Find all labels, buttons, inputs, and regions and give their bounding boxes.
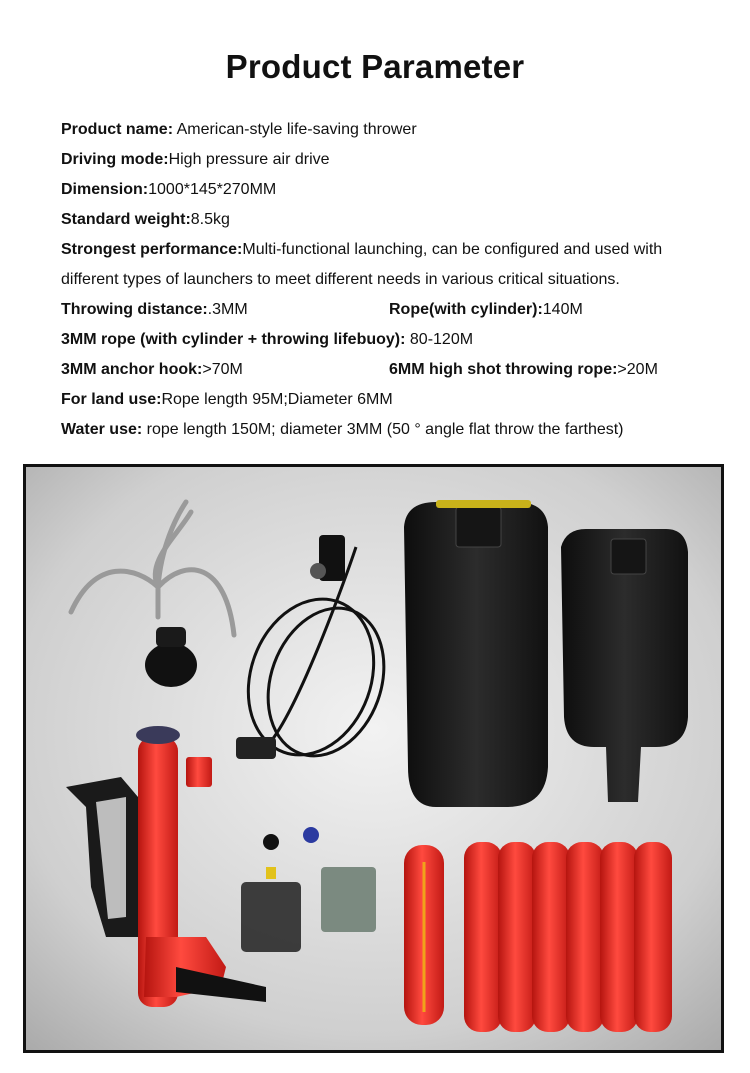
param-anchor-hook (61, 358, 721, 388)
param-label: Rope(with cylinder): (389, 301, 543, 318)
param-performance-continued (61, 268, 721, 298)
small-part (263, 834, 279, 850)
param-value: 80-120M (405, 331, 474, 348)
param-value: rope length 150M; diameter 3MM (50 ° angle flat throw the farthest) (142, 421, 624, 438)
yellow-part (266, 867, 276, 879)
param-label: For land use: (61, 391, 162, 408)
param-strongest-performance (61, 238, 721, 268)
small-case-latch (611, 539, 646, 574)
param-value: Multi-functional launching, can be configured and used with (242, 241, 663, 258)
param-product-name (61, 118, 721, 148)
param-label: Product name: (61, 121, 174, 138)
param-label: Driving mode: (61, 151, 169, 168)
param-rope-with-cylinder (389, 298, 583, 322)
param-standard-weight (61, 208, 721, 238)
page-title: Product Parameter (225, 48, 525, 85)
param-water-use (61, 418, 721, 448)
pressure-gauge (310, 563, 326, 579)
param-value: >70M (202, 361, 243, 378)
param-value: >20M (617, 361, 658, 378)
param-label: Water use: (61, 421, 143, 438)
param-value: High pressure air drive (168, 151, 330, 168)
param-label: Standard weight: (61, 211, 191, 228)
cartridge-pack (321, 867, 376, 932)
param-value: American-style life-saving thrower (173, 121, 417, 138)
param-value: 140M (542, 301, 583, 318)
param-label: 6MM high shot throwing rope: (389, 361, 618, 378)
param-label: Strongest performance: (61, 241, 243, 258)
canister-pack (464, 842, 672, 1032)
param-value: Rope length 95M;Diameter 6MM (161, 391, 393, 408)
param-land-use (61, 388, 721, 418)
large-case (404, 502, 548, 807)
param-value: 1000*145*270MM (148, 181, 277, 198)
param-dimension (61, 178, 721, 208)
param-label: Throwing distance: (61, 301, 208, 318)
param-label: 3MM rope (with cylinder + throwing lifebuoy): (61, 331, 406, 348)
product-photo (23, 464, 724, 1053)
param-value: 8.5kg (190, 211, 230, 228)
param-value: .3MM (207, 301, 248, 318)
parameter-list (61, 118, 721, 448)
hose-fitting (236, 737, 276, 759)
anchor-weight (145, 643, 197, 687)
param-value: different types of launchers to meet different needs in various critical situations. (61, 271, 620, 288)
param-3mm-rope (61, 328, 721, 358)
parts-bag (241, 882, 301, 952)
large-case-latch (456, 507, 501, 547)
param-high-shot-rope (389, 358, 658, 382)
small-part (303, 827, 319, 843)
anchor-weight-top (156, 627, 186, 647)
param-label: Dimension: (61, 181, 149, 198)
param-throwing-distance (61, 298, 721, 328)
param-label: 3MM anchor hook: (61, 361, 203, 378)
param-driving-mode (61, 148, 721, 178)
product-illustration (26, 467, 721, 1050)
large-case-handle (436, 500, 531, 508)
